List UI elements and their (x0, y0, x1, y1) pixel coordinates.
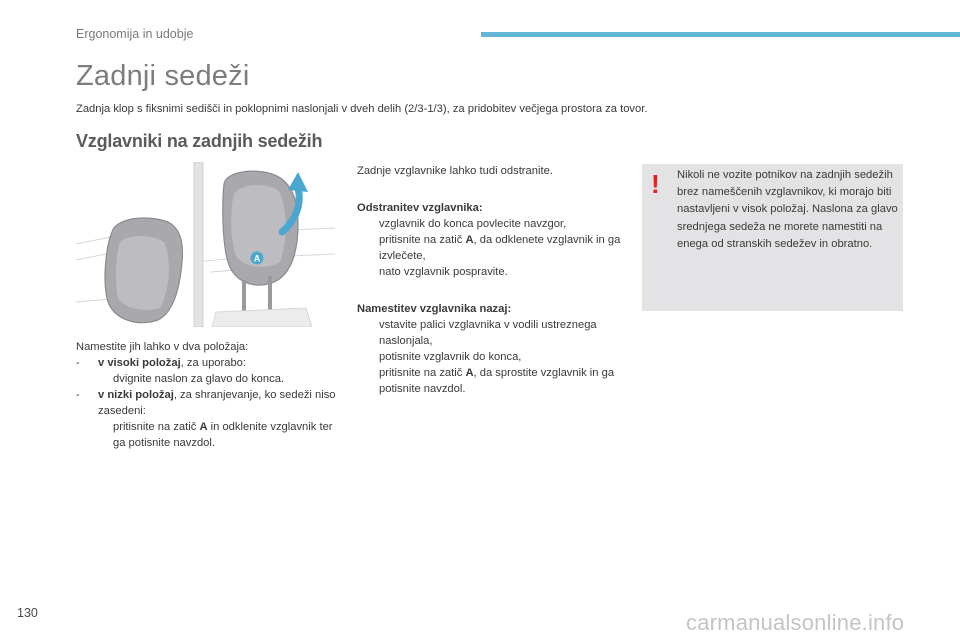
dash-marker: - (76, 357, 80, 369)
removal-instructions (357, 163, 627, 397)
remove-step-3: nato vzglavnik pospravite. (379, 266, 508, 278)
refit-step-3-post: , da sprostite vzglavnik in ga potisnite navzdol. (379, 367, 615, 395)
high-position-step: dvignite naslon za glavo do konca. (113, 373, 285, 385)
removal-lead: Zadnje vzglavnike lahko tudi odstranite. (357, 165, 553, 177)
page-title: Zadnji sedeži (76, 60, 250, 92)
dash-marker: - (76, 389, 80, 401)
page-number: 130 (17, 606, 38, 620)
low-position-step-pre: pritisnite na zatič (113, 421, 200, 433)
latch-a-label: A (465, 234, 474, 246)
low-position-label: v nizki položaj (98, 389, 174, 401)
positions-lead: Namestite jih lahko v dva položaja: (76, 341, 249, 353)
warning-text: Nikoli ne vozite potnikov na zadnjih sedežih brez nameščenih vzglavnikov, ki morajo biti nastavljeni v visok položaj. Naslona za glavo srednjega sedeža ne morete namestiti na enega od stranskih sedežev in obratno. (677, 169, 898, 250)
remove-step-1: vzglavnik do konca povlecite navzgor, (379, 218, 567, 230)
list-item (357, 232, 627, 264)
remove-title: Odstranitev vzglavnika: (357, 202, 483, 214)
section-subheading: Vzglavniki na zadnjih sedežih (76, 131, 323, 151)
list-item (357, 317, 627, 349)
high-position-text: , za uporabo: (180, 357, 247, 369)
low-position-step-post: in odklenite vzglavnik ter ga potisnite navzdol. (113, 421, 333, 449)
position-instructions (76, 339, 346, 451)
remove-step-2-post: , da odklenete vzglavnik in ga izvlečete, (379, 234, 621, 262)
low-position-text: , za shranjevanje, ko sedeži niso zasedeni: (98, 389, 336, 417)
callout-a-label: A (253, 253, 261, 264)
refit-step-1: vstavite palici vzglavnika v vodili ustreznega naslonjala, (379, 319, 597, 347)
latch-a-label: A (199, 421, 208, 433)
list-item (357, 365, 627, 397)
section-label: Ergonomija in udobje (76, 27, 194, 41)
remove-step-2-pre: pritisnite na zatič (379, 234, 466, 246)
list-item (76, 371, 346, 387)
list-item (357, 264, 627, 280)
list-item (76, 355, 346, 371)
watermark: carmanualsonline.info (686, 610, 905, 635)
warning-icon: ! (651, 169, 660, 199)
list-item (357, 349, 627, 365)
headrest-illustration (76, 162, 335, 327)
header-accent-bar (481, 32, 960, 37)
refit-step-2: potisnite vzglavnik do konca, (379, 351, 522, 363)
list-item (76, 387, 346, 419)
refit-step-3-pre: pritisnite na zatič (379, 367, 466, 379)
list-item (357, 216, 627, 232)
latch-a-label: A (465, 367, 474, 379)
refit-title: Namestitev vzglavnika nazaj: (357, 303, 512, 315)
high-position-label: v visoki položaj (98, 357, 181, 369)
list-item (76, 419, 346, 451)
intro-text: Zadnja klop s fiksnimi sedišči in poklopnimi naslonjali v dveh delih (2/3-1/3), za pridobitev večjega prostora za tovor. (76, 103, 648, 115)
